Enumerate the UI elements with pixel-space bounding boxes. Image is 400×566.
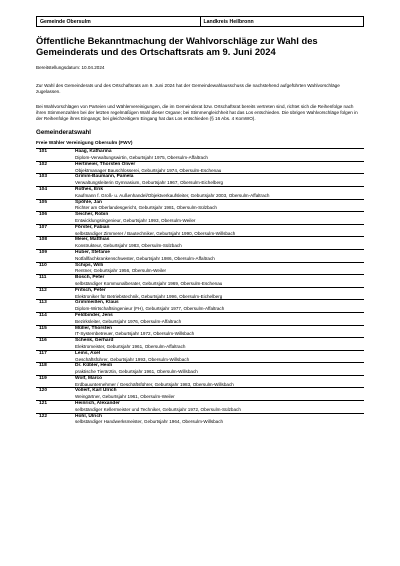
candidate-name: Schips, Willi xyxy=(75,262,104,268)
candidate-name: Rothes, Erik xyxy=(75,186,103,192)
candidate-name: Müller, Thorsten xyxy=(75,325,113,331)
candidate-number: 114 xyxy=(36,312,61,325)
candidate-name: Grimm-Baumann, Pamela xyxy=(75,174,134,180)
document-page xyxy=(36,16,364,425)
candidate-details xyxy=(61,262,364,275)
candidate-row xyxy=(36,275,364,288)
candidate-row xyxy=(36,237,364,250)
candidate-row xyxy=(36,287,364,300)
candidate-name: Feldbinder, Jens xyxy=(75,312,113,318)
candidate-row xyxy=(36,388,364,401)
candidate-name: Haag, Katharina xyxy=(75,149,112,155)
candidate-name: Hohl, Ulrich xyxy=(75,413,102,419)
candidate-row xyxy=(36,186,364,199)
candidate-row xyxy=(36,212,364,225)
party-title: Freie Wähler Vereinigung Obersulm (FWV) xyxy=(36,141,133,147)
candidate-description: selbständiger Kommunalberater, Geburtsjahr 1969, Obersulm-Eschenau xyxy=(75,280,223,286)
candidate-name: Heinrich, Alexander xyxy=(75,401,120,407)
candidate-description: Verwaltungsleiterin Gymnasium, Geburtsjahr 1967, Obersulm-Eichelberg xyxy=(75,180,224,186)
candidate-number: 101 xyxy=(36,149,61,162)
candidate-description: Elektroniker für Betriebstechnik, Geburtsjahr 1996, Obersulm-Eichelberg xyxy=(75,293,223,299)
candidate-row xyxy=(36,300,364,313)
candidate-number: 117 xyxy=(36,350,61,363)
candidate-row xyxy=(36,338,364,351)
candidate-description: Geschäftsführer, Geburtsjahr 1993, Obersulm-Willsbach xyxy=(75,356,190,362)
candidate-details xyxy=(61,224,364,237)
candidate-number: 115 xyxy=(36,325,61,338)
candidate-description: Richter am Oberlandesgericht, Geburtsjahr 1981, Obersulm-Sülzbach xyxy=(75,205,217,211)
candidate-description: selbständiger Handwerksmeister, Geburtsjahr 1964, Obersulm-Willsbach xyxy=(75,419,224,425)
candidate-row xyxy=(36,249,364,262)
candidate-number: 104 xyxy=(36,186,61,199)
candidate-description: Rentner, Geburtsjahr 1956, Obersulm-Weiler xyxy=(75,268,167,274)
municipality-cell: Gemeinde Obersulm xyxy=(37,17,201,27)
candidate-description: Erdbauunternehmer / Geschäftsführer, Geburtsjahr 1983, Obersulm-Willsbach xyxy=(75,381,234,387)
candidate-name: Förster, Fabian xyxy=(75,224,110,230)
candidate-row xyxy=(36,224,364,237)
candidate-details xyxy=(61,312,364,325)
candidate-details xyxy=(61,174,364,187)
candidate-number: 109 xyxy=(36,249,61,262)
candidate-name: Vollert, Karl Ulrich xyxy=(75,388,117,394)
candidate-row xyxy=(36,312,364,325)
candidate-details xyxy=(61,287,364,300)
candidate-description: Konstrukteur, Geburtsjahr 1983, Obersulm-Sülzbach xyxy=(75,243,182,249)
candidate-description: selbständiger Kellermeister und Techniker, Geburtsjahr 1972, Obersulm-Sülzbach xyxy=(75,406,241,412)
candidate-number: 106 xyxy=(36,212,61,225)
candidate-description: selbständiger Zimmerer / Bautechniker, Geburtsjahr 1990, Obersulm-Willsbach xyxy=(75,230,236,236)
candidate-description: Elektromeister, Geburtsjahr 1961, Obersulm-Affaltrach xyxy=(75,343,186,349)
candidate-name: Leins, Axel xyxy=(75,350,101,356)
candidate-details xyxy=(61,338,364,351)
candidate-number: 121 xyxy=(36,401,61,414)
candidate-number: 113 xyxy=(36,300,61,313)
candidate-row xyxy=(36,363,364,376)
candidate-row xyxy=(36,149,364,162)
candidate-number: 108 xyxy=(36,237,61,250)
candidate-details xyxy=(61,149,364,162)
candidate-description: Diplom-Verwaltungswirtin, Geburtsjahr 1975, Obersulm-Affaltrach xyxy=(75,155,208,160)
candidate-name: Bosch, Peter xyxy=(75,275,105,281)
candidate-description: Entwicklungsingenieur, Geburtsjahr 1993, Obersulm-Weiler xyxy=(75,217,196,223)
candidate-number: 107 xyxy=(36,224,61,237)
candidate-details xyxy=(61,401,364,414)
candidate-number: 122 xyxy=(36,413,61,425)
candidate-row xyxy=(36,161,364,174)
candidate-details xyxy=(61,413,364,425)
candidate-name: Fritsch, Peter xyxy=(75,287,106,293)
candidate-number: 112 xyxy=(36,287,61,300)
candidate-description: Diplom-Wirtschaftsingenieur (FH), Geburtsjahr 1977, Obersulm-Affaltrach xyxy=(75,306,225,312)
candidate-number: 103 xyxy=(36,174,61,187)
candidate-number: 111 xyxy=(36,275,61,288)
candidate-name: Dr. Kübler, Heidi xyxy=(75,363,113,369)
candidate-details xyxy=(61,212,364,225)
candidate-row xyxy=(36,262,364,275)
candidate-name: Hertmeier, Thorsten Oliver xyxy=(75,161,136,167)
document-title: Öffentliche Bekanntmachung der Wahlvorschläge zur Wahl des Gemeinderats und des Ortschaftsrats am 9. Juni 2024 xyxy=(36,35,318,57)
candidate-number: 110 xyxy=(36,262,61,275)
order-note-paragraph: Bei Wahlvorschlägen von Parteien und Wählervereinigungen, die im Gemeinderat bzw. Ortschaftsrat bereits vertreten sind, richtet sich die Reihenfolge nach ihren Stimmenzahlen bei der letzten regelmäßigen Wahl dieser Organe; bei Stimmengleichheit hat das Los entschieden. Die übrigen Wahlvorschläge folgen in der Reihenfolge ihres Eingangs; bei gleichzeitigem Eingang hat das Los entschieden (§ 16 Abs. 4 KomWO). xyxy=(36,103,358,121)
candidate-details xyxy=(61,186,364,199)
candidate-row xyxy=(36,413,364,425)
district-cell: Landkreis Heilbronn xyxy=(200,17,364,27)
candidate-name: Wolf, Marco xyxy=(75,375,103,381)
candidate-row xyxy=(36,174,364,187)
candidate-number: 118 xyxy=(36,363,61,376)
candidate-description: Notfallfachkrankenschwester, Geburtsjahr 1986, Obersulm-Affaltrach xyxy=(75,255,215,261)
candidate-details xyxy=(61,237,364,250)
candidate-name: Schenk, Gerhard xyxy=(75,338,114,344)
candidate-row xyxy=(36,375,364,388)
intro-paragraph: Zur Wahl des Gemeinderats und des Ortschaftsrats am 9. Juni 2024 hat der Gemeindewahlausschuss die nachstehend aufgeführten Wahlvorschläge zugelassen. xyxy=(36,83,340,95)
candidate-row xyxy=(36,350,364,363)
candidate-details xyxy=(61,325,364,338)
candidate-name: Seicher, Robin xyxy=(75,212,109,218)
candidate-row xyxy=(36,401,364,414)
candidate-name: Meier, Matthias xyxy=(75,237,110,243)
header-table xyxy=(36,16,364,27)
candidate-name: Grimmeißen, Klaus xyxy=(75,300,119,306)
candidate-details xyxy=(61,249,364,262)
candidate-row xyxy=(36,199,364,212)
candidate-details xyxy=(61,199,364,212)
candidate-details xyxy=(61,388,364,401)
candidate-number: 102 xyxy=(36,161,61,174)
candidate-number: 120 xyxy=(36,388,61,401)
candidate-table xyxy=(36,148,364,425)
candidate-name: Spöhle, Jan xyxy=(75,199,102,205)
candidate-details xyxy=(61,363,364,376)
candidate-description: Bezirksleiter, Geburtsjahr 1976, Obersulm-Affaltrach xyxy=(75,318,182,324)
candidate-description: Objektmanager Bauschlosserei, Geburtsjahr 1974, Obersulm-Eschenau xyxy=(75,167,222,173)
candidate-number: 119 xyxy=(36,375,61,388)
candidate-description: IT-Systembetreuer, Geburtsjahr 1972, Obersulm-Willsbach xyxy=(75,331,195,337)
candidate-description: praktische Tierärztin, Geburtsjahr 1961, Obersulm-Willsbach xyxy=(75,369,198,375)
candidate-number: 116 xyxy=(36,338,61,351)
candidate-number: 105 xyxy=(36,199,61,212)
candidate-name: Huber, Stefanie xyxy=(75,249,110,255)
candidate-details xyxy=(61,275,364,288)
candidate-details xyxy=(61,375,364,388)
candidate-description: Weingärtner, Geburtsjahr 1961, Obersulm-Weiler xyxy=(75,394,175,400)
candidate-details xyxy=(61,161,364,174)
provision-date: Bereitstellungsdatum: 10.04.2024 xyxy=(36,65,105,71)
section-title: Gemeinderatswahl xyxy=(36,129,92,137)
candidate-description: Kaufmann f. Groß- u. Außenhandel/Objektverkaufsleiter, Geburtsjahr 2003, Obersulm-Affaltrach xyxy=(75,192,270,198)
candidate-details xyxy=(61,300,364,313)
candidate-details xyxy=(61,350,364,363)
candidate-row xyxy=(36,325,364,338)
